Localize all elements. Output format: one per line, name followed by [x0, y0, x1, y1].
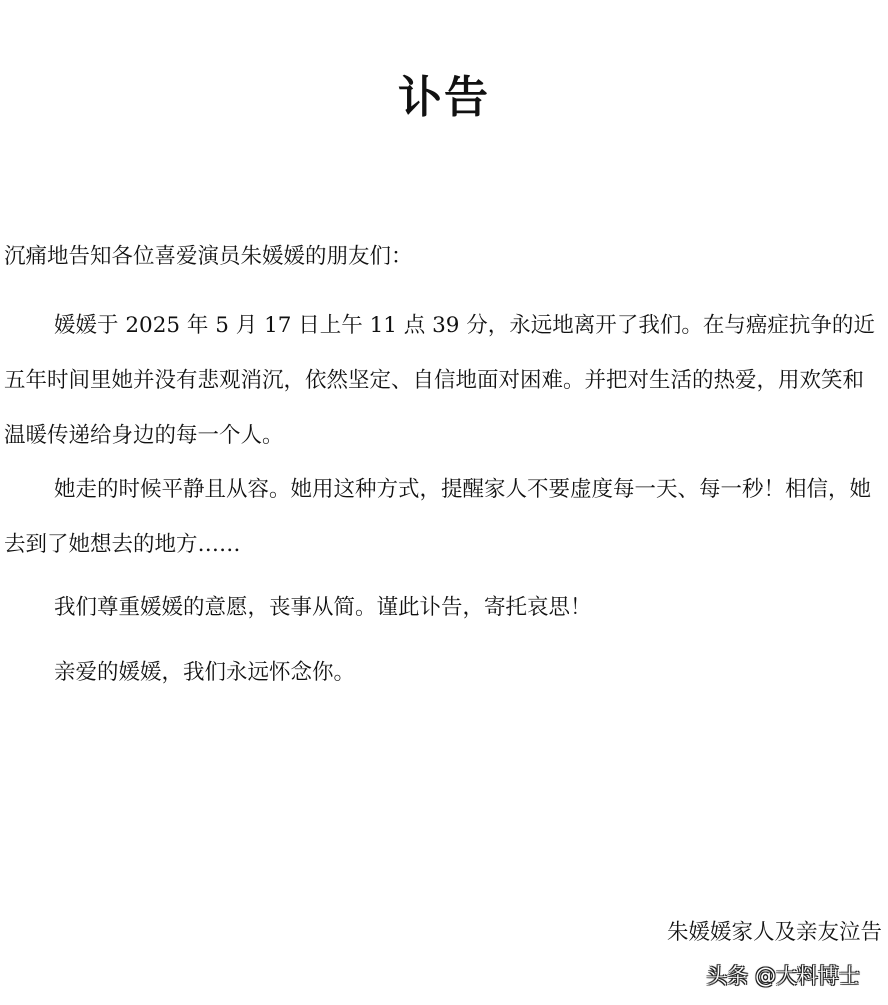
source-watermark: 头条 @大料博士: [706, 964, 860, 988]
paragraph-3: 我们尊重媛媛的意愿，丧事从简。谨此讣告，寄托哀思！: [54, 595, 592, 620]
page-title: 讣告: [398, 72, 490, 123]
paragraph-2: 她走的时候平静且从容。她用这种方式，提醒家人不要虚度每一天、每一秒！相信，她去到了她想去的地方……: [4, 477, 872, 557]
paragraph-4: 亲爱的媛媛，我们永远怀念你。: [54, 660, 356, 685]
salutation: 沉痛地告知各位喜爱演员朱媛媛的朋友们：: [4, 244, 413, 269]
signature: 朱媛媛家人及亲友泣告: [666, 920, 882, 945]
paragraph-1: 媛媛于 2025 年 5 月 17 日上午 11 点 39 分，永远地离开了我们。在与癌症抗争的近五年时间里她并没有悲观消沉，依然坚定、自信地面对困难。并把对生活的热爱，用欢笑和温暖传递给身边的每一个人。: [4, 313, 875, 448]
